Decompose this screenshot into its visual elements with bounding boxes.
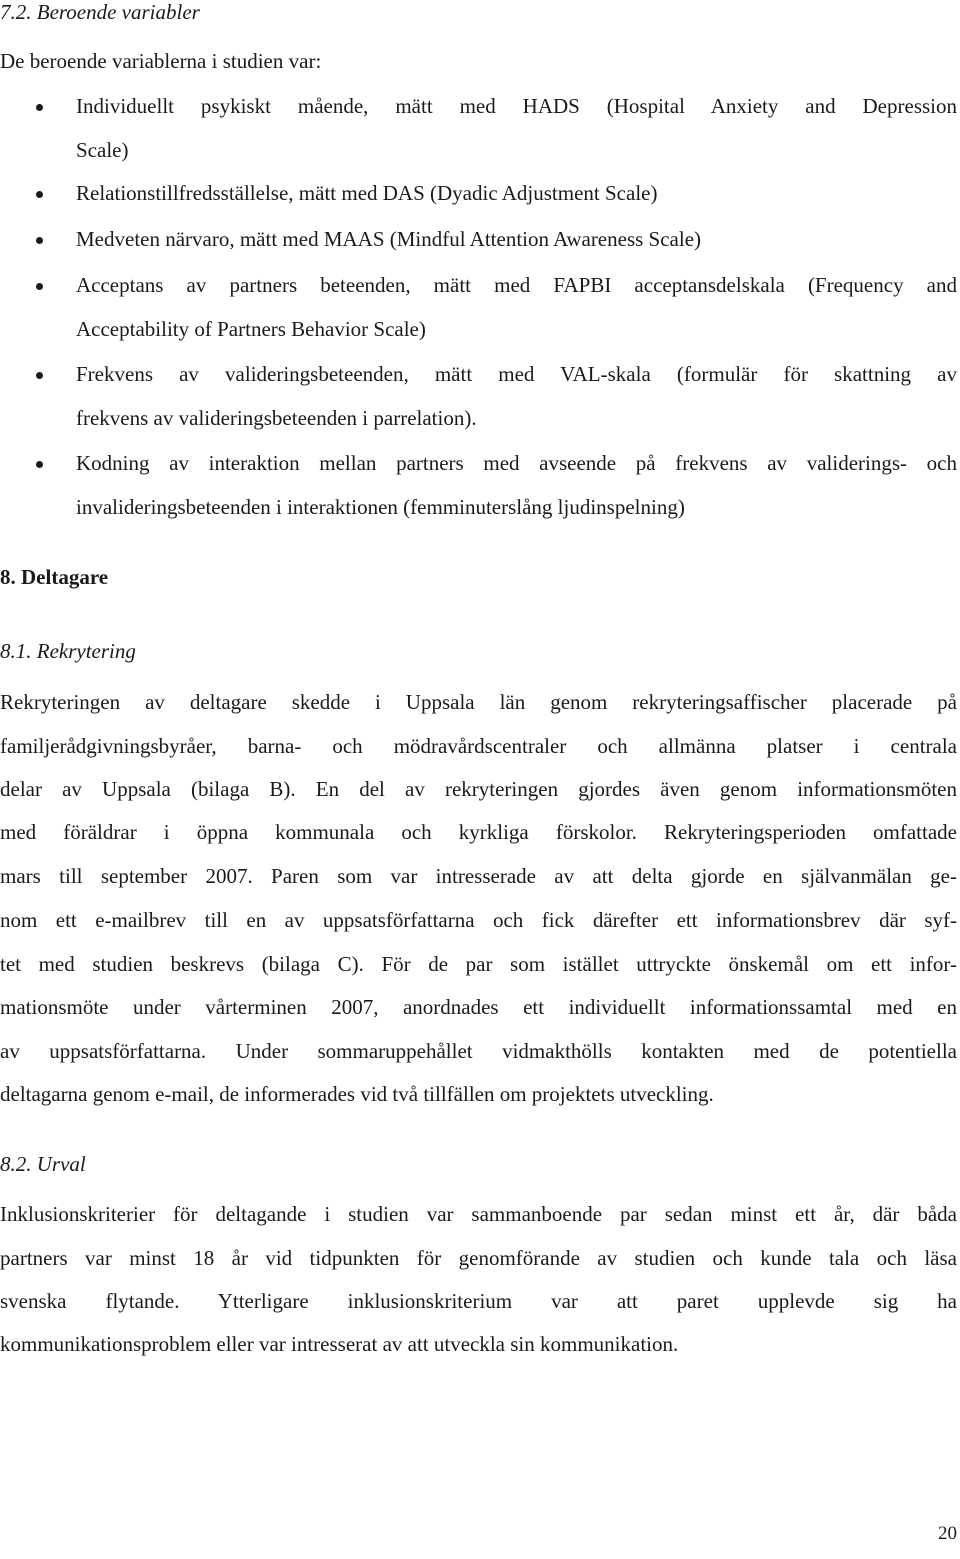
list-item-line: Kodning av interaktion mellan partners med avseende på frekvens av validerings- och (76, 451, 957, 475)
section-heading-8-2: 8.2. Urval (0, 1152, 86, 1176)
paragraph-line: familjerådgivningsbyråer, barna- och mödravårdscentraler och allmänna platser i centrala (0, 734, 957, 758)
section-heading-8: 8. Deltagare (0, 565, 109, 589)
paragraph-line: Rekryteringen av deltagare skedde i Uppsala län genom rekryteringsaffischer placerade på (0, 690, 957, 714)
list-item-line: Medveten närvaro, mätt med MAAS (Mindful Attention Awareness Scale) (76, 227, 702, 251)
paragraph-line: mationsmöte under vårterminen 2007, anordnades ett individuellt informationssamtal med en (0, 995, 957, 1019)
intro-text: De beroende variablerna i studien var: (0, 49, 322, 73)
page-number: 20 (938, 1523, 957, 1544)
list-item-line: Acceptans av partners beteenden, mätt med FAPBI acceptansdelskala (Frequency and (76, 273, 957, 297)
list-item-line: frekvens av valideringsbeteenden i parrelation). (76, 406, 477, 430)
paragraph-line: av uppsatsförfattarna. Under sommaruppehållet vidmakthölls kontakten med de potentiella (0, 1039, 957, 1063)
paragraph-line: med föräldrar i öppna kommunala och kyrkliga förskolor. Rekryteringsperioden omfattade (0, 820, 957, 844)
paragraph-line: partners var minst 18 år vid tidpunkten för genomförande av studien och kunde tala och läsa (0, 1246, 957, 1270)
list-item-line: Frekvens av valideringsbeteenden, mätt med VAL-skala (formulär för skattning av (76, 362, 957, 386)
section-heading-7-2: 7.2. Beroende variabler (0, 0, 200, 24)
list-item-line: Scale) (76, 138, 129, 162)
bullet-icon (36, 237, 43, 244)
section-heading-8-1: 8.1. Rekrytering (0, 639, 136, 663)
bullet-icon (36, 372, 43, 379)
bullet-icon (36, 461, 43, 468)
paragraph-line: deltagarna genom e-mail, de informerades vid två tillfällen om projektets utveckling. (0, 1082, 714, 1106)
paragraph-line: nom ett e-mailbrev till en av uppsatsförfattarna och fick därefter ett informationsbrev där syf- (0, 908, 957, 932)
list-item-line: Relationstillfredsställelse, mätt med DAS (Dyadic Adjustment Scale) (76, 181, 658, 205)
paragraph-line: delar av Uppsala (bilaga B). En del av rekryteringen gjordes även genom informationsmöten (0, 777, 957, 801)
paragraph-line: Inklusionskriterier för deltagande i studien var sammanboende par sedan minst ett år, där båda (0, 1202, 957, 1226)
paragraph-line: svenska flytande. Ytterligare inklusionskriterium var att paret upplevde sig ha (0, 1289, 957, 1313)
paragraph-line: mars till september 2007. Paren som var intresserade av att delta gjorde en självanmälan ge- (0, 864, 957, 888)
paragraph-line: tet med studien beskrevs (bilaga C). För de par som istället uttryckte önskemål om ett infor- (0, 952, 957, 976)
list-item-line: invalideringsbeteenden i interaktionen (femminuterslång ljudinspelning) (76, 495, 685, 519)
paragraph-line: kommunikationsproblem eller var intresserat av att utveckla sin kommunikation. (0, 1332, 679, 1356)
bullet-icon (36, 191, 43, 198)
list-item-line: Individuellt psykiskt mående, mätt med HADS (Hospital Anxiety and Depression (76, 94, 957, 118)
bullet-icon (36, 283, 43, 290)
bullet-icon (36, 104, 43, 111)
list-item-line: Acceptability of Partners Behavior Scale) (76, 317, 426, 341)
